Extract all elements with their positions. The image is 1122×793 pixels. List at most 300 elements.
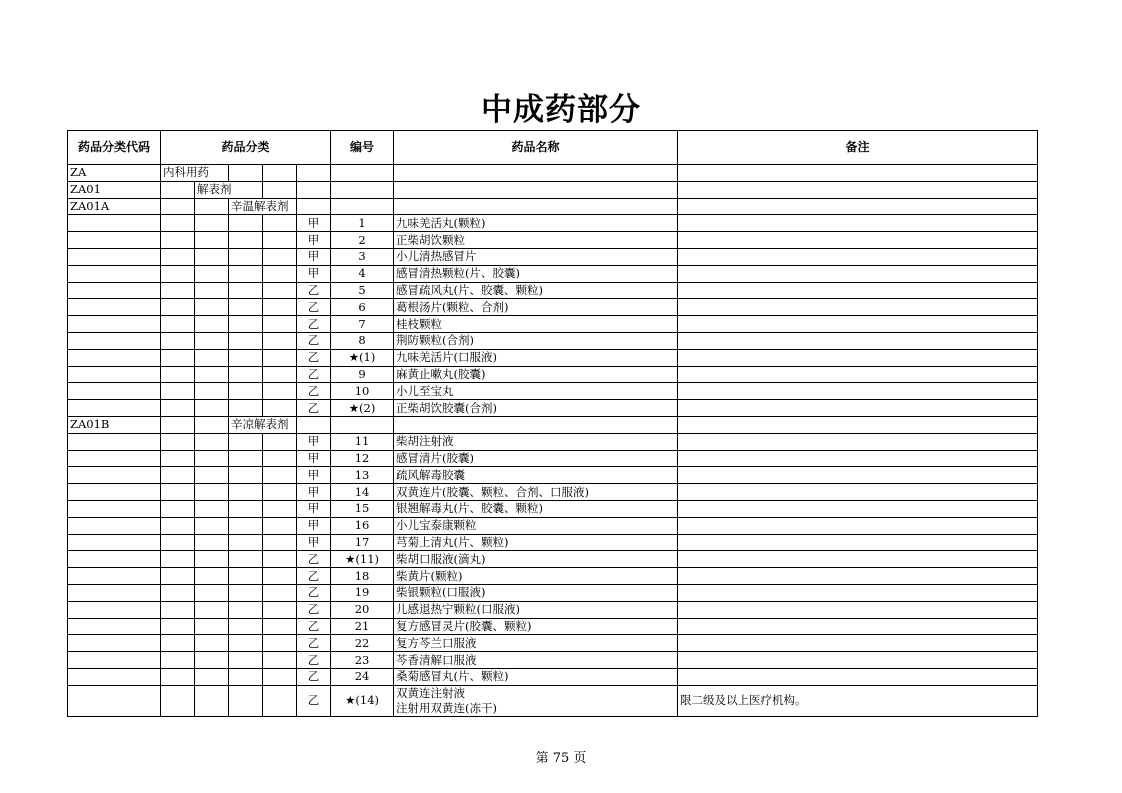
cell-category-level2 bbox=[195, 299, 229, 316]
cell-remark bbox=[678, 551, 1038, 568]
cell-category-level4 bbox=[263, 383, 297, 400]
cell-category-level4 bbox=[263, 282, 297, 299]
cell-category-level3 bbox=[229, 232, 263, 249]
cell-drug-name: 柴胡口服液(滴丸) bbox=[394, 551, 678, 568]
cell-code: ZA bbox=[68, 165, 161, 182]
table-row bbox=[68, 198, 1038, 215]
cell-category-level4 bbox=[263, 534, 297, 551]
table-row bbox=[68, 568, 1038, 585]
table-row bbox=[68, 416, 1038, 433]
cell-grade: 乙 bbox=[297, 332, 331, 349]
cell-category-level2 bbox=[195, 366, 229, 383]
cell-number: 4 bbox=[331, 265, 394, 282]
cell-remark bbox=[678, 366, 1038, 383]
cell-code bbox=[68, 248, 161, 265]
cell-code bbox=[68, 316, 161, 333]
cell-category-level2 bbox=[195, 551, 229, 568]
cell-code bbox=[68, 618, 161, 635]
cell-category-level2: 解表剂 bbox=[195, 181, 263, 198]
header-number: 编号 bbox=[331, 131, 394, 165]
page-number: 第 75 页 bbox=[535, 751, 587, 766]
cell-grade: 甲 bbox=[297, 517, 331, 534]
cell-category-level2 bbox=[195, 517, 229, 534]
cell-category-level2 bbox=[195, 450, 229, 467]
cell-category-level2 bbox=[195, 635, 229, 652]
cell-empty bbox=[195, 685, 229, 716]
cell-category-level4 bbox=[263, 484, 297, 501]
cell-remark bbox=[678, 668, 1038, 685]
cell-number: 20 bbox=[331, 601, 394, 618]
cell-code bbox=[68, 433, 161, 450]
cell-category-level3 bbox=[229, 517, 263, 534]
cell-remark bbox=[678, 332, 1038, 349]
cell-drug-name: 麻黄止嗽丸(胶囊) bbox=[394, 366, 678, 383]
cell-number: ★(1) bbox=[331, 349, 394, 366]
cell-number: 16 bbox=[331, 517, 394, 534]
cell-drug-name: 小儿宝泰康颗粒 bbox=[394, 517, 678, 534]
cell-drug-name: 小儿至宝丸 bbox=[394, 383, 678, 400]
cell-grade: 乙 bbox=[297, 668, 331, 685]
cell-category-level2 bbox=[195, 232, 229, 249]
cell-category-level4 bbox=[263, 668, 297, 685]
cell-drug-name: 柴胡注射液 bbox=[394, 433, 678, 450]
cell-category-level2 bbox=[195, 383, 229, 400]
cell-category-level3 bbox=[229, 652, 263, 669]
cell-category-level1 bbox=[161, 668, 195, 685]
cell-category-level1 bbox=[161, 584, 195, 601]
cell-category-level3 bbox=[229, 467, 263, 484]
cell-category-level2 bbox=[195, 568, 229, 585]
cell-grade: 甲 bbox=[297, 232, 331, 249]
cell-number: 18 bbox=[331, 568, 394, 585]
cell-code bbox=[68, 332, 161, 349]
cell-grade: 乙 bbox=[297, 568, 331, 585]
cell-drug-name: 荆防颗粒(合剂) bbox=[394, 332, 678, 349]
cell-remark: 限二级及以上医疗机构。 bbox=[678, 685, 1038, 716]
cell-category-level3 bbox=[229, 366, 263, 383]
table-row bbox=[68, 584, 1038, 601]
cell-number bbox=[331, 416, 394, 433]
cell-number: 17 bbox=[331, 534, 394, 551]
cell-category-level1 bbox=[161, 316, 195, 333]
cell-grade: 甲 bbox=[297, 534, 331, 551]
cell-category-level4 bbox=[263, 181, 297, 198]
cell-category-level1 bbox=[161, 635, 195, 652]
table-row bbox=[68, 635, 1038, 652]
cell-category-level4 bbox=[263, 400, 297, 417]
cell-category-level1 bbox=[161, 450, 195, 467]
cell-grade: 乙 bbox=[297, 316, 331, 333]
cell-code bbox=[68, 568, 161, 585]
cell-number: 8 bbox=[331, 332, 394, 349]
table-row bbox=[68, 332, 1038, 349]
cell-grade: 乙 bbox=[297, 685, 331, 716]
cell-category-level2 bbox=[195, 400, 229, 417]
cell-category-level1 bbox=[161, 551, 195, 568]
header-name: 药品名称 bbox=[394, 131, 678, 165]
cell-category-level2 bbox=[195, 349, 229, 366]
cell-category-level3 bbox=[229, 450, 263, 467]
cell-code bbox=[68, 400, 161, 417]
cell-remark bbox=[678, 467, 1038, 484]
cell-code bbox=[68, 383, 161, 400]
cell-category-level1 bbox=[161, 232, 195, 249]
table-row bbox=[68, 500, 1038, 517]
cell-grade: 乙 bbox=[297, 349, 331, 366]
table-row bbox=[68, 433, 1038, 450]
cell-code bbox=[68, 652, 161, 669]
cell-code bbox=[68, 484, 161, 501]
cell-number: 23 bbox=[331, 652, 394, 669]
cell-category-level2 bbox=[195, 265, 229, 282]
cell-code bbox=[68, 467, 161, 484]
cell-category-level3 bbox=[229, 601, 263, 618]
cell-category-level3 bbox=[229, 215, 263, 232]
cell-drug-name: 感冒清热颗粒(片、胶囊) bbox=[394, 265, 678, 282]
header-category: 药品分类 bbox=[161, 131, 331, 165]
cell-code bbox=[68, 500, 161, 517]
table-row bbox=[68, 282, 1038, 299]
cell-category-level4 bbox=[263, 568, 297, 585]
cell-category-level1: 内科用药 bbox=[161, 165, 229, 182]
cell-category-level4 bbox=[263, 232, 297, 249]
table-row bbox=[68, 685, 1038, 716]
cell-remark bbox=[678, 618, 1038, 635]
cell-number: ★(2) bbox=[331, 400, 394, 417]
cell-drug-name bbox=[394, 165, 678, 182]
cell-drug-name bbox=[394, 416, 678, 433]
cell-remark bbox=[678, 584, 1038, 601]
cell-category-level3 bbox=[229, 316, 263, 333]
cell-category-level4 bbox=[263, 215, 297, 232]
cell-category-level2 bbox=[195, 534, 229, 551]
cell-number: 21 bbox=[331, 618, 394, 635]
cell-category-level1 bbox=[161, 534, 195, 551]
cell-empty bbox=[161, 685, 195, 716]
cell-category-level3 bbox=[229, 383, 263, 400]
cell-code bbox=[68, 299, 161, 316]
cell-remark bbox=[678, 568, 1038, 585]
cell-grade: 乙 bbox=[297, 601, 331, 618]
cell-drug-name: 九味羌活丸(颗粒) bbox=[394, 215, 678, 232]
cell-code bbox=[68, 450, 161, 467]
cell-number: 3 bbox=[331, 248, 394, 265]
cell-category-level3 bbox=[229, 265, 263, 282]
cell-category-level1 bbox=[161, 299, 195, 316]
table-row bbox=[68, 165, 1038, 182]
cell-category-level4 bbox=[263, 165, 297, 182]
cell-category-level3 bbox=[229, 248, 263, 265]
cell-number: 22 bbox=[331, 635, 394, 652]
cell-category-level2 bbox=[195, 198, 229, 215]
cell-number: 5 bbox=[331, 282, 394, 299]
cell-category-level1 bbox=[161, 517, 195, 534]
table-row bbox=[68, 265, 1038, 282]
cell-category-level1 bbox=[161, 215, 195, 232]
cell-number: 19 bbox=[331, 584, 394, 601]
table-row bbox=[68, 316, 1038, 333]
table-row bbox=[68, 450, 1038, 467]
table-row bbox=[68, 299, 1038, 316]
cell-remark bbox=[678, 181, 1038, 198]
table-row bbox=[68, 534, 1038, 551]
cell-category-level2 bbox=[195, 601, 229, 618]
cell-drug-name: 感冒清片(胶囊) bbox=[394, 450, 678, 467]
table-row bbox=[68, 652, 1038, 669]
cell-number: 9 bbox=[331, 366, 394, 383]
cell-category-level1 bbox=[161, 484, 195, 501]
cell-grade: 乙 bbox=[297, 366, 331, 383]
table-row bbox=[68, 248, 1038, 265]
cell-category-level4 bbox=[263, 635, 297, 652]
cell-grade bbox=[297, 181, 331, 198]
cell-category-level4 bbox=[263, 349, 297, 366]
cell-drug-name: 感冒疏风丸(片、胶囊、颗粒) bbox=[394, 282, 678, 299]
cell-drug-name: 复方芩兰口服液 bbox=[394, 635, 678, 652]
cell-remark bbox=[678, 282, 1038, 299]
cell-category-level1 bbox=[161, 568, 195, 585]
cell-number: 13 bbox=[331, 467, 394, 484]
cell-category-level4 bbox=[263, 618, 297, 635]
cell-code bbox=[68, 635, 161, 652]
cell-drug-name: 芎菊上清丸(片、颗粒) bbox=[394, 534, 678, 551]
drug-table bbox=[67, 130, 1038, 717]
cell-category-level3 bbox=[229, 299, 263, 316]
table-row bbox=[68, 383, 1038, 400]
cell-category-level1 bbox=[161, 416, 195, 433]
cell-drug-name bbox=[394, 198, 678, 215]
cell-code bbox=[68, 265, 161, 282]
cell-category-level3 bbox=[229, 584, 263, 601]
cell-category-level4 bbox=[263, 450, 297, 467]
cell-category-level2 bbox=[195, 215, 229, 232]
cell-category-level3 bbox=[229, 433, 263, 450]
cell-remark bbox=[678, 232, 1038, 249]
cell-category-level1 bbox=[161, 248, 195, 265]
cell-category-level1 bbox=[161, 349, 195, 366]
cell-remark bbox=[678, 534, 1038, 551]
cell-code bbox=[68, 366, 161, 383]
cell-number: 12 bbox=[331, 450, 394, 467]
cell-grade: 甲 bbox=[297, 484, 331, 501]
cell-category-level4 bbox=[263, 584, 297, 601]
cell-grade: 甲 bbox=[297, 265, 331, 282]
cell-grade: 乙 bbox=[297, 584, 331, 601]
cell-grade: 乙 bbox=[297, 551, 331, 568]
cell-grade: 乙 bbox=[297, 652, 331, 669]
cell-category-level1 bbox=[161, 181, 195, 198]
cell-category-level3 bbox=[229, 332, 263, 349]
cell-code bbox=[68, 282, 161, 299]
cell-remark bbox=[678, 165, 1038, 182]
table-row bbox=[68, 618, 1038, 635]
cell-number: 1 bbox=[331, 215, 394, 232]
cell-category-level2 bbox=[195, 248, 229, 265]
cell-remark bbox=[678, 383, 1038, 400]
cell-code bbox=[68, 584, 161, 601]
cell-remark bbox=[678, 248, 1038, 265]
cell-grade: 甲 bbox=[297, 433, 331, 450]
cell-category-level3 bbox=[229, 568, 263, 585]
cell-grade: 甲 bbox=[297, 467, 331, 484]
cell-number: 7 bbox=[331, 316, 394, 333]
cell-category-level2 bbox=[195, 433, 229, 450]
cell-grade: 甲 bbox=[297, 215, 331, 232]
cell-grade: 甲 bbox=[297, 450, 331, 467]
header-row bbox=[68, 131, 1038, 165]
cell-category-level4 bbox=[263, 366, 297, 383]
cell-drug-name: 复方感冒灵片(胶囊、颗粒) bbox=[394, 618, 678, 635]
cell-grade: 乙 bbox=[297, 282, 331, 299]
cell-drug-name: 柴黄片(颗粒) bbox=[394, 568, 678, 585]
header-code: 药品分类代码 bbox=[68, 131, 161, 165]
cell-category-level1 bbox=[161, 467, 195, 484]
cell-grade: 甲 bbox=[297, 248, 331, 265]
table-row bbox=[68, 668, 1038, 685]
cell-category-level1 bbox=[161, 500, 195, 517]
cell-category-level2 bbox=[195, 332, 229, 349]
cell-grade bbox=[297, 416, 331, 433]
cell-category-level3 bbox=[229, 349, 263, 366]
cell-grade bbox=[297, 165, 331, 182]
cell-number: 2 bbox=[331, 232, 394, 249]
cell-category-level2 bbox=[195, 484, 229, 501]
cell-drug-name: 儿感退热宁颗粒(口服液) bbox=[394, 601, 678, 618]
cell-remark bbox=[678, 652, 1038, 669]
cell-category-level2 bbox=[195, 467, 229, 484]
cell-number: ★(14) bbox=[331, 685, 394, 716]
cell-drug-name: 双黄连片(胶囊、颗粒、合剂、口服液) bbox=[394, 484, 678, 501]
cell-drug-name: 九味羌活片(口服液) bbox=[394, 349, 678, 366]
cell-number: 24 bbox=[331, 668, 394, 685]
cell-category-level3 bbox=[229, 400, 263, 417]
cell-remark bbox=[678, 601, 1038, 618]
cell-drug-name: 桑菊感冒丸(片、颗粒) bbox=[394, 668, 678, 685]
page-title: 中成药部分 bbox=[481, 92, 641, 128]
cell-code bbox=[68, 601, 161, 618]
cell-category-level1 bbox=[161, 282, 195, 299]
table-row bbox=[68, 181, 1038, 198]
cell-category-level4 bbox=[263, 316, 297, 333]
table-row bbox=[68, 215, 1038, 232]
cell-category-level2 bbox=[195, 316, 229, 333]
cell-code bbox=[68, 232, 161, 249]
cell-category-level4 bbox=[263, 601, 297, 618]
cell-category-level3 bbox=[229, 484, 263, 501]
cell-drug-name bbox=[394, 181, 678, 198]
cell-remark bbox=[678, 416, 1038, 433]
cell-category-level2 bbox=[195, 652, 229, 669]
cell-category-level3 bbox=[229, 534, 263, 551]
cell-remark bbox=[678, 198, 1038, 215]
cell-drug-name: 芩香清解口服液 bbox=[394, 652, 678, 669]
cell-remark bbox=[678, 433, 1038, 450]
cell-code bbox=[68, 551, 161, 568]
cell-number: ★(11) bbox=[331, 551, 394, 568]
cell-grade: 甲 bbox=[297, 500, 331, 517]
cell-code bbox=[68, 534, 161, 551]
cell-category-level3: 辛凉解表剂 bbox=[229, 416, 297, 433]
cell-drug-name: 正柴胡饮颗粒 bbox=[394, 232, 678, 249]
table-row bbox=[68, 349, 1038, 366]
cell-category-level1 bbox=[161, 652, 195, 669]
cell-category-level2 bbox=[195, 584, 229, 601]
table-row bbox=[68, 484, 1038, 501]
cell-drug-name: 疏风解毒胶囊 bbox=[394, 467, 678, 484]
cell-code bbox=[68, 668, 161, 685]
cell-empty bbox=[263, 685, 297, 716]
cell-category-level4 bbox=[263, 467, 297, 484]
cell-category-level3 bbox=[229, 635, 263, 652]
cell-category-level2 bbox=[195, 668, 229, 685]
cell-code bbox=[68, 517, 161, 534]
cell-category-level4 bbox=[263, 551, 297, 568]
cell-remark bbox=[678, 400, 1038, 417]
cell-category-level3 bbox=[229, 668, 263, 685]
drug-name-line: 双黄连注射液 bbox=[396, 685, 466, 700]
cell-number: 11 bbox=[331, 433, 394, 450]
table-row bbox=[68, 601, 1038, 618]
drug-name-line: 注射用双黄连(冻干) bbox=[396, 700, 498, 715]
cell-grade bbox=[297, 198, 331, 215]
header-remark: 备注 bbox=[678, 131, 1038, 165]
cell-remark bbox=[678, 215, 1038, 232]
cell-remark bbox=[678, 316, 1038, 333]
cell-drug-name bbox=[394, 685, 678, 716]
cell-category-level3 bbox=[229, 282, 263, 299]
cell-grade: 乙 bbox=[297, 299, 331, 316]
cell-code bbox=[68, 349, 161, 366]
cell-category-level4 bbox=[263, 299, 297, 316]
cell-empty bbox=[68, 685, 161, 716]
cell-category-level4 bbox=[263, 332, 297, 349]
cell-category-level1 bbox=[161, 383, 195, 400]
cell-remark bbox=[678, 450, 1038, 467]
cell-number: 15 bbox=[331, 500, 394, 517]
cell-category-level1 bbox=[161, 265, 195, 282]
table-row bbox=[68, 232, 1038, 249]
cell-category-level4 bbox=[263, 433, 297, 450]
cell-category-level3 bbox=[229, 551, 263, 568]
cell-category-level3: 辛温解表剂 bbox=[229, 198, 297, 215]
cell-number: 6 bbox=[331, 299, 394, 316]
cell-remark bbox=[678, 517, 1038, 534]
cell-remark bbox=[678, 500, 1038, 517]
cell-category-level1 bbox=[161, 601, 195, 618]
cell-code: ZA01A bbox=[68, 198, 161, 215]
cell-drug-name: 正柴胡饮胶囊(合剂) bbox=[394, 400, 678, 417]
table-row bbox=[68, 551, 1038, 568]
cell-grade: 乙 bbox=[297, 635, 331, 652]
cell-category-level1 bbox=[161, 332, 195, 349]
cell-code bbox=[68, 215, 161, 232]
table-row bbox=[68, 400, 1038, 417]
cell-grade: 乙 bbox=[297, 618, 331, 635]
cell-number: 10 bbox=[331, 383, 394, 400]
cell-drug-name: 柴银颗粒(口服液) bbox=[394, 584, 678, 601]
cell-remark bbox=[678, 635, 1038, 652]
cell-category-level1 bbox=[161, 366, 195, 383]
cell-category-level2 bbox=[195, 500, 229, 517]
cell-number: 14 bbox=[331, 484, 394, 501]
cell-category-level4 bbox=[263, 265, 297, 282]
cell-remark bbox=[678, 265, 1038, 282]
table-row bbox=[68, 366, 1038, 383]
cell-grade: 乙 bbox=[297, 400, 331, 417]
table-body bbox=[68, 165, 1038, 717]
cell-number bbox=[331, 165, 394, 182]
cell-category-level2 bbox=[195, 416, 229, 433]
